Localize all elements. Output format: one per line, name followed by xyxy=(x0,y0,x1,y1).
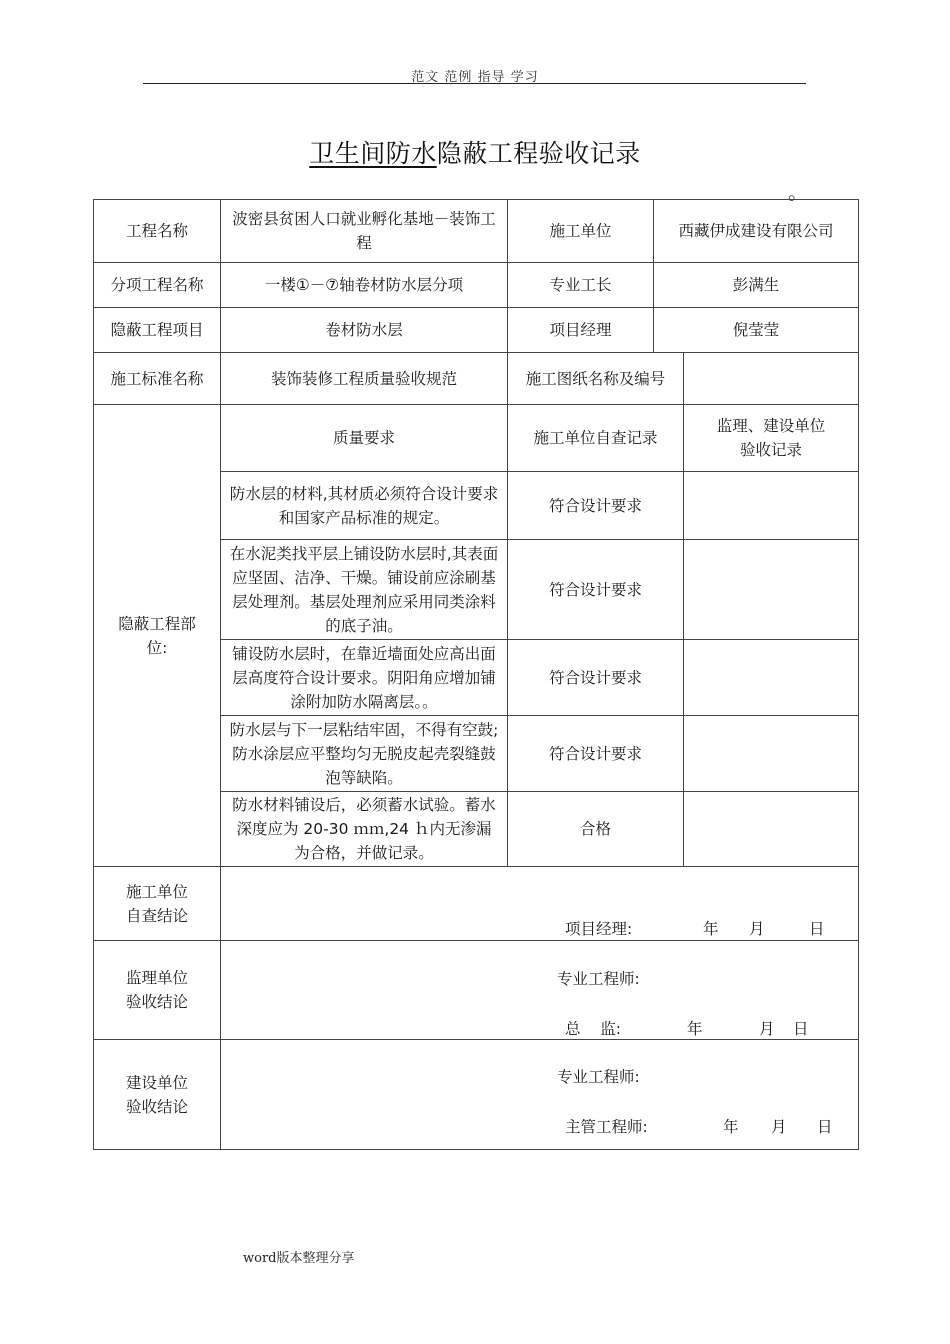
selfcheck-cell: 符合设计要求 xyxy=(508,540,684,640)
self-month: 月 xyxy=(749,920,765,938)
selfcheck-cell: 合格 xyxy=(508,792,684,867)
supervision-year: 年 xyxy=(687,1020,703,1038)
page-title xyxy=(0,134,950,170)
drawing-label: 施工图纸名称及编号 xyxy=(508,353,684,405)
owner-label xyxy=(94,1040,221,1150)
acceptance-cell xyxy=(684,540,859,640)
foreman-value: 彭满生 xyxy=(654,263,859,308)
supervision-month: 月 xyxy=(759,1020,775,1038)
acceptance-record-table xyxy=(93,199,859,1150)
row-hidden-item xyxy=(94,308,859,353)
row-project xyxy=(94,200,859,263)
self-conclusion-cell xyxy=(221,867,859,941)
location-label xyxy=(94,405,221,867)
row-column-headers xyxy=(94,405,859,472)
col-supervision-header xyxy=(684,405,859,472)
location-label-text: 隐蔽工程部位: xyxy=(118,614,196,657)
supervision-label-text: 监理单位验收结论 xyxy=(125,969,188,1011)
selfcheck-cell: 符合设计要求 xyxy=(508,716,684,792)
project-name-value: 波密县贫困人口就业孵化基地－装饰工程 xyxy=(221,200,508,263)
acceptance-cell xyxy=(684,640,859,716)
requirement-cell: 铺设防水层时，在靠近墙面处应高出面层高度符合设计要求。阴阳角应增加铺涂附加防水隔离层。。 xyxy=(221,640,508,716)
self-sign-label: 项目经理: xyxy=(565,920,633,938)
builder-value: 西藏伊成建设有限公司 xyxy=(654,200,859,263)
self-day: 日 xyxy=(809,920,825,938)
requirement-cell: 防水层与下一层粘结牢固，不得有空鼓;防水涂层应平整均匀无脱皮起壳裂缝鼓泡等缺陷。 xyxy=(221,716,508,792)
row-subproject xyxy=(94,263,859,308)
owner-cell xyxy=(221,1040,859,1150)
hidden-item-value: 卷材防水层 xyxy=(221,308,508,353)
owner-label-text: 建设单位验收结论 xyxy=(125,1073,188,1116)
row-supervision xyxy=(94,941,859,1040)
subproject-value: 一楼①－⑦轴卷材防水层分项 xyxy=(221,263,508,308)
self-conclusion-label xyxy=(94,867,221,941)
row-owner xyxy=(94,1040,859,1150)
acceptance-cell xyxy=(684,716,859,792)
selfcheck-cell: 符合设计要求 xyxy=(508,472,684,540)
standard-label: 施工标准名称 xyxy=(94,353,221,405)
requirement-cell: 防水层的材料,其材质必须符合设计要求和国家产品标准的规定。 xyxy=(221,472,508,540)
supervision-engineer-label: 专业工程师: xyxy=(557,970,640,988)
supervision-chief-label: 总 监: xyxy=(565,1020,621,1038)
hidden-item-label: 隐蔽工程项目 xyxy=(94,308,221,353)
col-selfcheck-header: 施工单位自查记录 xyxy=(508,405,684,472)
supervision-label xyxy=(94,941,221,1040)
col-quality-header: 质量要求 xyxy=(221,405,508,472)
selfcheck-cell: 符合设计要求 xyxy=(508,640,684,716)
manager-label: 项目经理 xyxy=(508,308,654,353)
owner-month: 月 xyxy=(771,1118,787,1136)
owner-engineer-label: 专业工程师: xyxy=(557,1068,640,1086)
builder-label: 施工单位 xyxy=(508,200,654,263)
project-name-label: 工程名称 xyxy=(94,200,221,263)
subproject-label: 分项工程名称 xyxy=(94,263,221,308)
title-rest: 隐蔽工程验收记录 xyxy=(436,139,641,168)
requirement-cell: 在水泥类找平层上铺设防水层时,其表面应坚固、洁净、干燥。铺设前应涂刷基层处理剂。基层处理剂应采用同类涂料的底子油。 xyxy=(221,540,508,640)
row-self-conclusion xyxy=(94,867,859,941)
supervision-cell xyxy=(221,941,859,1040)
acceptance-cell xyxy=(684,792,859,867)
self-year: 年 xyxy=(703,920,719,938)
drawing-value xyxy=(684,353,859,405)
acceptance-cell xyxy=(684,472,859,540)
requirement-cell: 防水材料铺设后，必须蓄水试验。蓄水深度应为 20-30 ｍｍ,24 ｈ内无渗漏为合格，并做记录。 xyxy=(221,792,508,867)
self-conclusion-label-text: 施工单位自查结论 xyxy=(125,882,188,925)
owner-chief-label: 主管工程师: xyxy=(565,1118,648,1136)
owner-day: 日 xyxy=(817,1118,833,1136)
supervision-day: 日 xyxy=(793,1020,809,1038)
header-divider xyxy=(143,83,806,84)
foreman-label: 专业工长 xyxy=(508,263,654,308)
col-supervision-text: 监理、建设单位验收记录 xyxy=(716,417,826,459)
title-underlined: 卫生间防水 xyxy=(309,139,437,168)
title-mark: 。 xyxy=(788,180,808,204)
page-header: 范文 范例 指导 学习 xyxy=(411,70,539,85)
manager-value: 倪莹莹 xyxy=(654,308,859,353)
standard-value: 装饰装修工程质量验收规范 xyxy=(221,353,508,405)
owner-year: 年 xyxy=(723,1118,739,1136)
row-standard xyxy=(94,353,859,405)
page-footer: word版本整理分享 xyxy=(243,1251,355,1266)
